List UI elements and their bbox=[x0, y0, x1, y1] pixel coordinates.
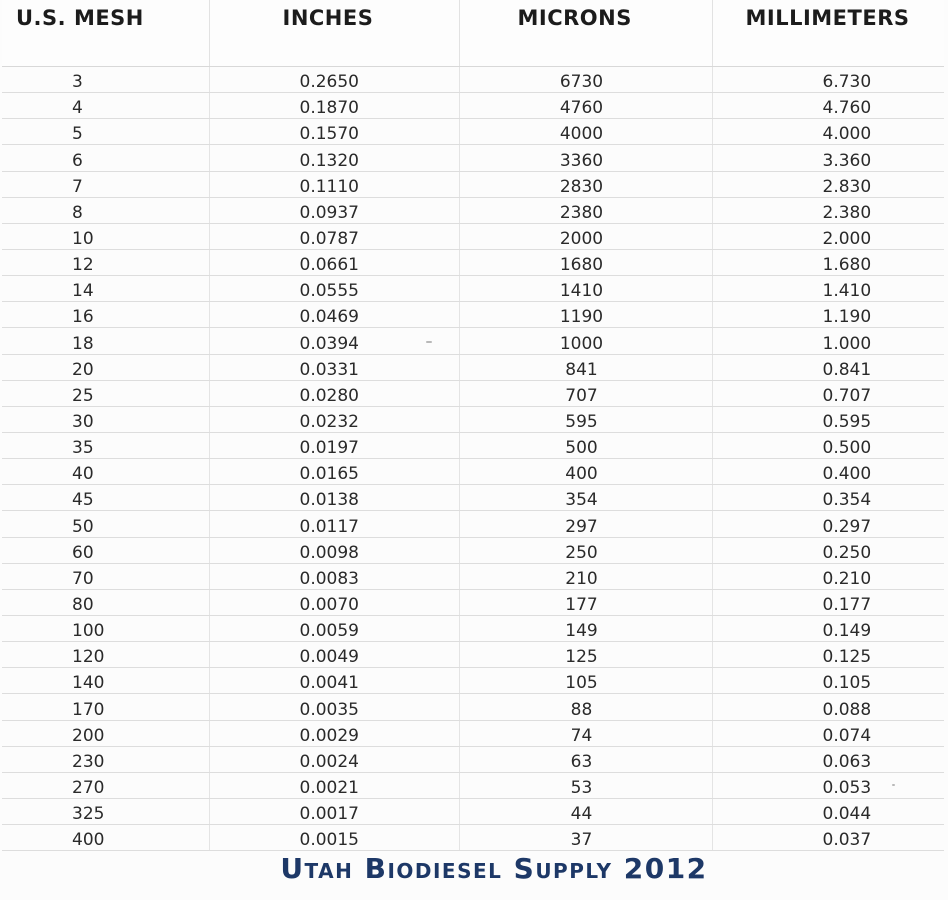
microns-cell: 1410 bbox=[459, 276, 712, 302]
millimeters-cell: 0.297 bbox=[712, 511, 944, 537]
mesh-cell: 50 bbox=[2, 511, 209, 537]
inches-cell: 0.2650 bbox=[209, 67, 459, 93]
millimeters-cell: 1.680 bbox=[712, 249, 944, 275]
mesh-cell: 200 bbox=[2, 720, 209, 746]
microns-cell: 500 bbox=[459, 432, 712, 458]
microns-cell: 1190 bbox=[459, 302, 712, 328]
microns-cell: 44 bbox=[459, 798, 712, 824]
inches-cell: 0.0098 bbox=[209, 537, 459, 563]
mesh-cell: 14 bbox=[2, 276, 209, 302]
microns-cell: 4000 bbox=[459, 119, 712, 145]
table-row bbox=[2, 798, 944, 824]
millimeters-cell: 0.037 bbox=[712, 825, 944, 851]
inches-cell: 0.0015 bbox=[209, 825, 459, 851]
inches-cell: 0.0394 bbox=[209, 328, 459, 354]
mesh-cell: 170 bbox=[2, 694, 209, 720]
microns-cell: 3360 bbox=[459, 145, 712, 171]
microns-cell: 841 bbox=[459, 354, 712, 380]
mesh-conversion-table bbox=[2, 0, 944, 851]
inches-cell: 0.0165 bbox=[209, 459, 459, 485]
table-row bbox=[2, 589, 944, 615]
table-row bbox=[2, 720, 944, 746]
microns-cell: 74 bbox=[459, 720, 712, 746]
mesh-cell: 325 bbox=[2, 798, 209, 824]
mesh-cell: 7 bbox=[2, 171, 209, 197]
microns-cell: 707 bbox=[459, 380, 712, 406]
inches-cell: 0.0555 bbox=[209, 276, 459, 302]
mesh-cell: 230 bbox=[2, 746, 209, 772]
microns-cell: 595 bbox=[459, 406, 712, 432]
inches-cell: 0.0661 bbox=[209, 249, 459, 275]
millimeters-cell: 3.360 bbox=[712, 145, 944, 171]
inches-cell: 0.0117 bbox=[209, 511, 459, 537]
millimeters-cell: 6.730 bbox=[712, 67, 944, 93]
mesh-cell: 16 bbox=[2, 302, 209, 328]
table-body bbox=[2, 67, 944, 851]
header-us-mesh: U.S. MESH bbox=[2, 0, 209, 67]
microns-cell: 63 bbox=[459, 746, 712, 772]
table-row bbox=[2, 485, 944, 511]
microns-cell: 250 bbox=[459, 537, 712, 563]
millimeters-cell: 0.707 bbox=[712, 380, 944, 406]
table-row bbox=[2, 119, 944, 145]
table-row bbox=[2, 93, 944, 119]
millimeters-cell: 1.410 bbox=[712, 276, 944, 302]
table-row bbox=[2, 459, 944, 485]
millimeters-cell: 0.063 bbox=[712, 746, 944, 772]
microns-cell: 2380 bbox=[459, 197, 712, 223]
inches-cell: 0.0197 bbox=[209, 432, 459, 458]
mesh-cell: 4 bbox=[2, 93, 209, 119]
microns-cell: 177 bbox=[459, 589, 712, 615]
inches-cell: 0.0024 bbox=[209, 746, 459, 772]
microns-cell: 4760 bbox=[459, 93, 712, 119]
mesh-cell: 140 bbox=[2, 668, 209, 694]
table-row bbox=[2, 825, 944, 851]
millimeters-cell: 0.044 bbox=[712, 798, 944, 824]
inches-cell: 0.1870 bbox=[209, 93, 459, 119]
header-microns: MICRONS bbox=[459, 0, 712, 67]
mesh-cell: 60 bbox=[2, 537, 209, 563]
table-row bbox=[2, 354, 944, 380]
millimeters-cell: 0.595 bbox=[712, 406, 944, 432]
inches-cell: 0.1320 bbox=[209, 145, 459, 171]
table-row bbox=[2, 380, 944, 406]
microns-cell: 6730 bbox=[459, 67, 712, 93]
millimeters-cell: 4.000 bbox=[712, 119, 944, 145]
mesh-cell: 70 bbox=[2, 563, 209, 589]
microns-cell: 125 bbox=[459, 642, 712, 668]
millimeters-cell: 0.354 bbox=[712, 485, 944, 511]
mesh-cell: 12 bbox=[2, 249, 209, 275]
inches-cell: 0.0070 bbox=[209, 589, 459, 615]
mesh-cell: 20 bbox=[2, 354, 209, 380]
microns-cell: 105 bbox=[459, 668, 712, 694]
microns-cell: 53 bbox=[459, 772, 712, 798]
microns-cell: 354 bbox=[459, 485, 712, 511]
table-row bbox=[2, 328, 944, 354]
inches-cell: 0.0787 bbox=[209, 223, 459, 249]
millimeters-cell: 0.210 bbox=[712, 563, 944, 589]
inches-cell: 0.0035 bbox=[209, 694, 459, 720]
inches-cell: 0.1570 bbox=[209, 119, 459, 145]
inches-cell: 0.0331 bbox=[209, 354, 459, 380]
millimeters-cell: 0.177 bbox=[712, 589, 944, 615]
footer-credit: Utah Biodiesel Supply 2012 bbox=[280, 852, 708, 885]
millimeters-cell: 2.380 bbox=[712, 197, 944, 223]
microns-cell: 2830 bbox=[459, 171, 712, 197]
inches-cell: 0.0937 bbox=[209, 197, 459, 223]
mesh-cell: 40 bbox=[2, 459, 209, 485]
millimeters-cell: 0.500 bbox=[712, 432, 944, 458]
inches-cell: 0.0017 bbox=[209, 798, 459, 824]
table-row bbox=[2, 642, 944, 668]
microns-cell: 149 bbox=[459, 615, 712, 641]
table-row bbox=[2, 746, 944, 772]
mesh-cell: 5 bbox=[2, 119, 209, 145]
mesh-cell: 35 bbox=[2, 432, 209, 458]
table-row bbox=[2, 249, 944, 275]
microns-cell: 1680 bbox=[459, 249, 712, 275]
mesh-cell: 3 bbox=[2, 67, 209, 93]
header-inches: INCHES bbox=[209, 0, 459, 67]
inches-cell: 0.0049 bbox=[209, 642, 459, 668]
mesh-cell: 30 bbox=[2, 406, 209, 432]
table-row bbox=[2, 668, 944, 694]
millimeters-cell: 0.053 bbox=[712, 772, 944, 798]
microns-cell: 297 bbox=[459, 511, 712, 537]
millimeters-cell: 0.105 bbox=[712, 668, 944, 694]
millimeters-cell: 0.400 bbox=[712, 459, 944, 485]
table-row bbox=[2, 67, 944, 93]
table-row bbox=[2, 432, 944, 458]
inches-cell: 0.0138 bbox=[209, 485, 459, 511]
millimeters-cell: 1.000 bbox=[712, 328, 944, 354]
mesh-cell: 6 bbox=[2, 145, 209, 171]
inches-cell: 0.0469 bbox=[209, 302, 459, 328]
table-row bbox=[2, 615, 944, 641]
mesh-cell: 25 bbox=[2, 380, 209, 406]
table-row bbox=[2, 223, 944, 249]
millimeters-cell: 4.760 bbox=[712, 93, 944, 119]
inches-cell: 0.0083 bbox=[209, 563, 459, 589]
millimeters-cell: 2.830 bbox=[712, 171, 944, 197]
microns-cell: 400 bbox=[459, 459, 712, 485]
millimeters-cell: 0.841 bbox=[712, 354, 944, 380]
scan-speck bbox=[426, 341, 432, 343]
microns-cell: 37 bbox=[459, 825, 712, 851]
table-row bbox=[2, 302, 944, 328]
mesh-cell: 400 bbox=[2, 825, 209, 851]
table-row bbox=[2, 511, 944, 537]
table-row bbox=[2, 276, 944, 302]
inches-cell: 0.0041 bbox=[209, 668, 459, 694]
inches-cell: 0.0280 bbox=[209, 380, 459, 406]
table-row bbox=[2, 145, 944, 171]
mesh-cell: 270 bbox=[2, 772, 209, 798]
table-header bbox=[2, 0, 944, 67]
millimeters-cell: 0.088 bbox=[712, 694, 944, 720]
millimeters-cell: 0.149 bbox=[712, 615, 944, 641]
mesh-cell: 10 bbox=[2, 223, 209, 249]
table-row bbox=[2, 563, 944, 589]
table-row bbox=[2, 197, 944, 223]
mesh-cell: 80 bbox=[2, 589, 209, 615]
inches-cell: 0.1110 bbox=[209, 171, 459, 197]
inches-cell: 0.0021 bbox=[209, 772, 459, 798]
table-row bbox=[2, 537, 944, 563]
mesh-cell: 45 bbox=[2, 485, 209, 511]
inches-cell: 0.0059 bbox=[209, 615, 459, 641]
microns-cell: 88 bbox=[459, 694, 712, 720]
microns-cell: 1000 bbox=[459, 328, 712, 354]
millimeters-cell: 2.000 bbox=[712, 223, 944, 249]
table-row bbox=[2, 772, 944, 798]
header-millimeters: MILLIMETERS bbox=[712, 0, 944, 67]
millimeters-cell: 1.190 bbox=[712, 302, 944, 328]
inches-cell: 0.0029 bbox=[209, 720, 459, 746]
millimeters-cell: 0.250 bbox=[712, 537, 944, 563]
microns-cell: 2000 bbox=[459, 223, 712, 249]
inches-cell: 0.0232 bbox=[209, 406, 459, 432]
millimeters-cell: 0.125 bbox=[712, 642, 944, 668]
mesh-cell: 100 bbox=[2, 615, 209, 641]
table-row bbox=[2, 694, 944, 720]
mesh-cell: 18 bbox=[2, 328, 209, 354]
mesh-cell: 120 bbox=[2, 642, 209, 668]
millimeters-cell: 0.074 bbox=[712, 720, 944, 746]
microns-cell: 210 bbox=[459, 563, 712, 589]
scan-speck bbox=[892, 784, 895, 786]
table-row bbox=[2, 171, 944, 197]
table-row bbox=[2, 406, 944, 432]
mesh-cell: 8 bbox=[2, 197, 209, 223]
